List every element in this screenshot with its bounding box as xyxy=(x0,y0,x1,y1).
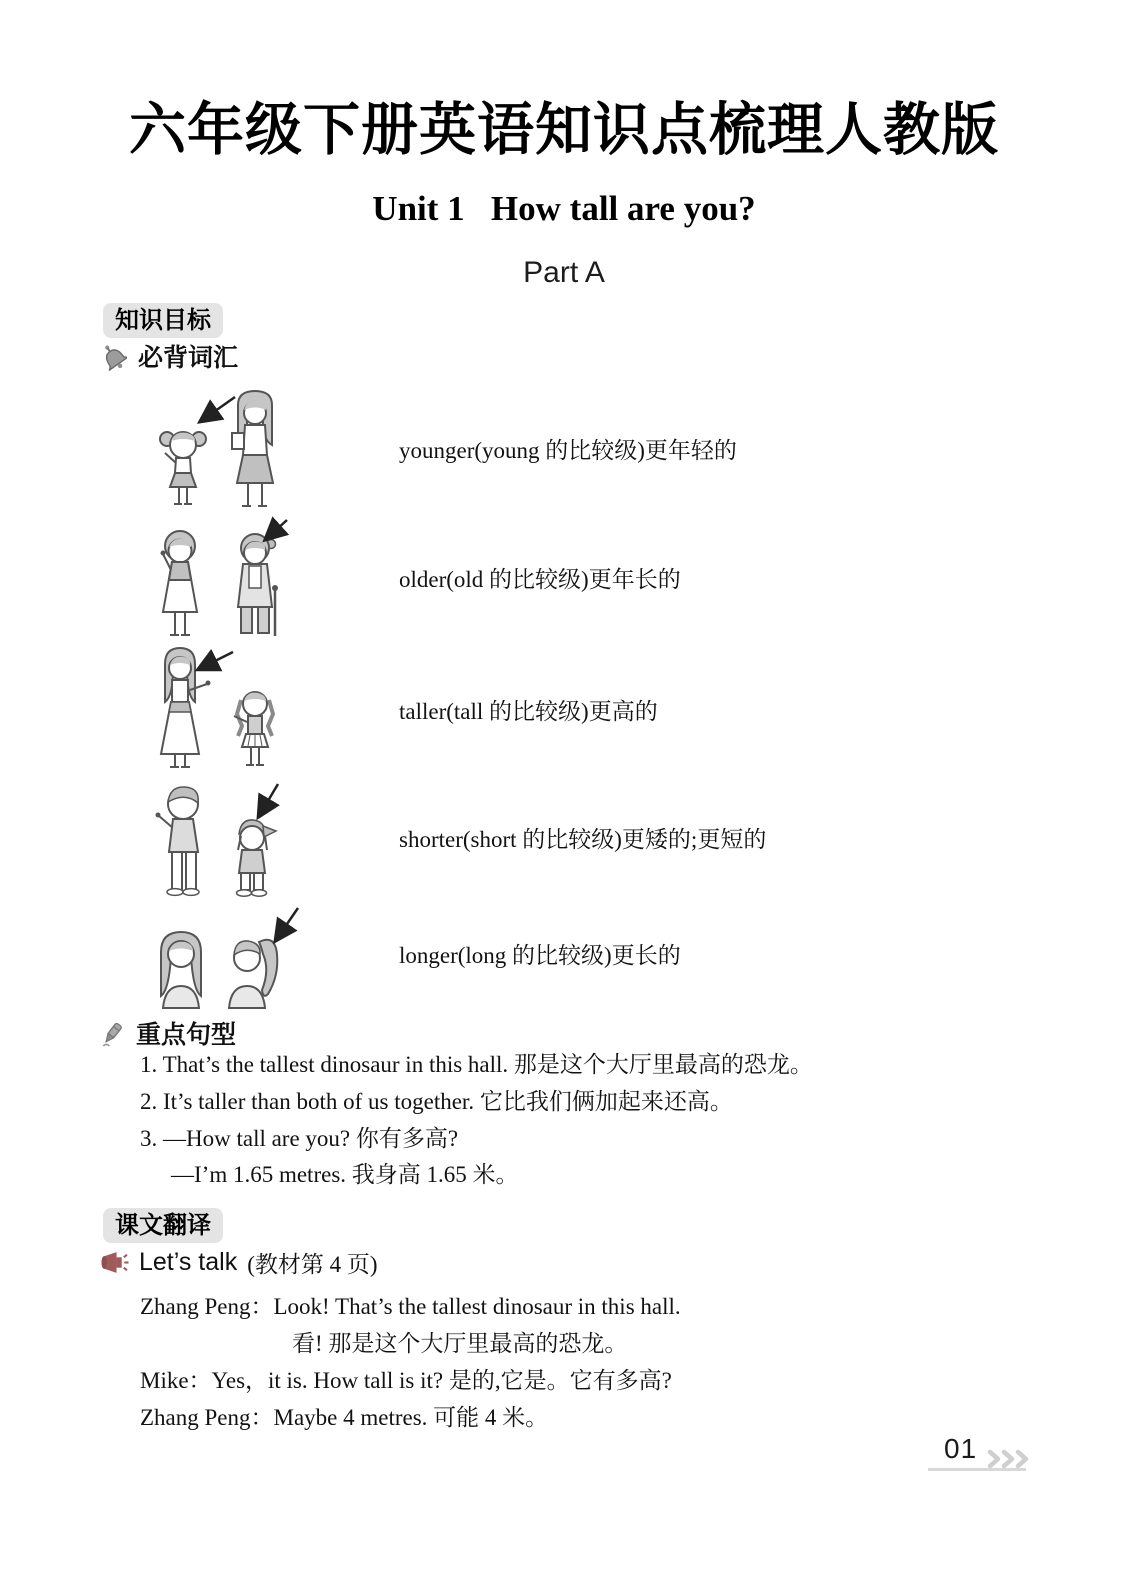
sentence-1: 1. That’s the tallest dinosaur in this hall. 那是这个大厅里最高的恐龙。 xyxy=(140,1052,813,1077)
next-page-chevrons-icon xyxy=(986,1449,1030,1469)
lets-talk-label: Let’s talk xyxy=(139,1248,238,1276)
vocab-text-younger: younger(young 的比较级)更年轻的 xyxy=(399,437,737,463)
vocab-row-younger xyxy=(135,383,737,513)
arrow-to-younger xyxy=(201,397,235,421)
illustration-longer xyxy=(135,896,315,1010)
dialog-line-3: Zhang Peng：Maybe 4 metres. 可能 4 米。 xyxy=(140,1405,549,1430)
dialog-line-1-translation: 看! 那是这个大厅里最高的恐龙。 xyxy=(292,1331,628,1356)
illustration-taller xyxy=(135,642,315,776)
vocab-row-shorter xyxy=(135,776,766,898)
vocab-heading xyxy=(100,338,238,374)
vocab-text-taller: taller(tall 的比较级)更高的 xyxy=(399,698,658,724)
arrow-to-longer xyxy=(276,908,298,940)
dialog-line-1: Zhang Peng：Look! That’s the tallest dinosaur in this hall. xyxy=(140,1294,681,1319)
unit-title: Unit 1 How tall are you? xyxy=(372,189,756,228)
arrow-to-taller xyxy=(199,652,233,669)
lets-talk-heading xyxy=(100,1246,378,1279)
arrow-to-older xyxy=(266,520,287,539)
pen-icon xyxy=(100,1019,125,1048)
lets-talk-note: (教材第 4 页) xyxy=(247,1252,378,1277)
illustration-older xyxy=(135,512,315,642)
illustration-younger xyxy=(135,383,315,513)
text-translation-badge: 课文翻译 xyxy=(103,1208,223,1243)
vocab-text-longer: longer(long 的比较级)更长的 xyxy=(399,942,681,968)
dialog-line-2: Mike：Yes，it is. How tall is it? 是的,它是。它有多高? xyxy=(140,1368,672,1393)
illustration-shorter xyxy=(135,776,315,898)
vocab-row-taller xyxy=(135,642,658,776)
sentence-2: 2. It’s taller than both of us together. 它比我们俩加起来还高。 xyxy=(140,1089,733,1114)
megaphone-icon xyxy=(100,1250,129,1275)
sentence-3: 3. —How tall are you? 你有多高? xyxy=(140,1126,459,1151)
arrow-to-shorter xyxy=(259,784,278,816)
page-number: 01 xyxy=(944,1433,978,1464)
part-label: Part A xyxy=(523,256,605,289)
vocab-row-longer xyxy=(135,896,681,1010)
page-title: 六年级下册英语知识点梳理人教版 xyxy=(129,98,999,162)
knowledge-goals-badge: 知识目标 xyxy=(103,303,223,338)
bell-icon xyxy=(100,342,127,371)
sentence-3-answer: —I’m 1.65 metres. 我身高 1.65 米。 xyxy=(171,1162,519,1187)
vocab-text-shorter: shorter(short 的比较级)更矮的;更短的 xyxy=(399,826,767,852)
vocab-row-older xyxy=(135,512,681,642)
vocab-text-older: older(old 的比较级)更年长的 xyxy=(399,566,681,592)
sentence-patterns-label: 重点句型 xyxy=(136,1021,237,1049)
vocab-heading-label: 必背词汇 xyxy=(138,344,239,372)
sentence-patterns-heading xyxy=(100,1015,236,1051)
